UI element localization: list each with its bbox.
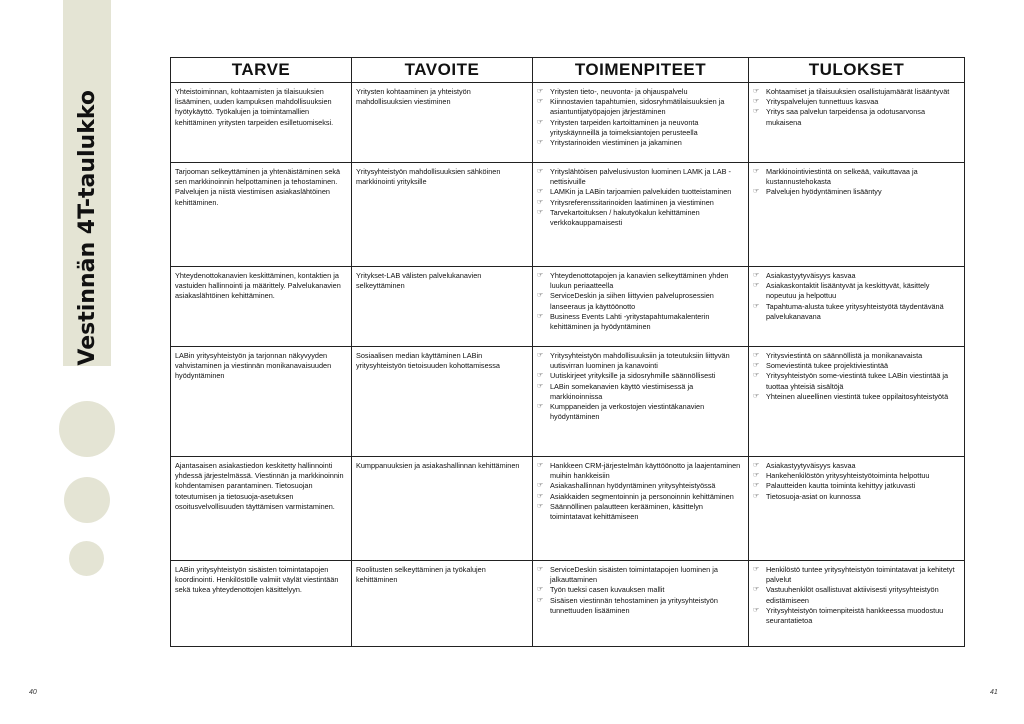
hand-pointer-icon: ☞ — [537, 352, 544, 359]
list-item-text: Someviestintä tukee projektiviestintää — [766, 361, 889, 371]
list-item — [753, 606, 960, 626]
list-item-text: Yritys saa palvelun tarpeidensa ja odotusarvonsa mukaisena — [766, 107, 926, 127]
cell-tavoite: Sosiaalisen median käyttäminen LABin yritysyhteistyön tietoisuuden kohottamisessa — [352, 347, 533, 457]
table-body — [171, 83, 965, 647]
list-item-text: Yhteydenottotapojen ja kanavien selkeyttäminen yhden luukun periaatteella — [550, 271, 729, 291]
list-item-text: Vastuuhenkilöt osallistuvat aktiivisesti yritysyhteistyön edistämiseen — [766, 585, 939, 605]
hand-pointer-icon: ☞ — [753, 352, 760, 359]
list-item — [753, 281, 960, 301]
hand-pointer-icon: ☞ — [537, 88, 544, 95]
cell-toimenpiteet — [533, 457, 749, 561]
cell-toimenpiteet — [533, 267, 749, 347]
cell-tulokset-list — [753, 167, 960, 198]
cell-toimenpiteet-list — [537, 565, 744, 616]
cell-tulokset-list — [753, 351, 960, 402]
list-item — [537, 502, 744, 522]
list-item — [537, 97, 744, 117]
table-header-row — [171, 58, 965, 83]
hand-pointer-icon: ☞ — [753, 586, 760, 594]
hand-pointer-icon: ☞ — [753, 392, 760, 400]
list-item — [537, 138, 744, 148]
cell-tulokset-list — [753, 271, 960, 322]
list-item-text: Yritysten tieto-, neuvonta- ja ohjauspalvelu — [550, 87, 688, 96]
cell-toimenpiteet-list — [537, 461, 744, 522]
list-item-text: Tarvekartoituksen / hakutyökalun kehittäminen verkkokauppamaisesti — [550, 207, 700, 228]
list-item — [537, 596, 744, 616]
hand-pointer-icon: ☞ — [753, 492, 760, 500]
list-item — [753, 585, 960, 605]
list-item — [753, 461, 960, 471]
list-item-text: Palvelujen hyödyntäminen lisääntyy — [766, 187, 882, 197]
list-item-text: Tietosuoja-asiat on kunnossa — [766, 491, 861, 501]
hand-pointer-icon: ☞ — [753, 472, 760, 480]
cell-tavoite: Yritysyhteistyön mahdollisuuksien sähköinen markkinointi yrityksille — [352, 163, 533, 267]
list-item — [753, 167, 960, 187]
list-item-text: Säännöllinen palautteen kerääminen, käsittelyn toimintatavat kehittämiseen — [550, 501, 703, 522]
list-item-text: ServiceDeskin ja siihen liittyvien palveluprosessien lanseeraus ja käyttöönotto — [550, 291, 714, 311]
list-item — [753, 471, 960, 481]
cell-toimenpiteet — [533, 347, 749, 457]
hand-pointer-icon: ☞ — [753, 98, 760, 106]
hand-pointer-icon: ☞ — [753, 606, 760, 614]
list-item — [753, 302, 960, 322]
side-title: Vestinnän 4T-taulukko — [74, 90, 100, 366]
list-item — [537, 382, 744, 402]
list-item — [537, 481, 744, 491]
table-row — [171, 267, 965, 347]
cell-tulokset — [749, 457, 965, 561]
hand-pointer-icon: ☞ — [537, 403, 544, 411]
cell-tarve: LABin yritysyhteistyön ja tarjonnan näkyvyyden vahvistaminen ja viestinnän monikanavaisuuden hyödyntäminen — [171, 347, 352, 457]
list-item — [753, 97, 960, 107]
hand-pointer-icon: ☞ — [753, 482, 760, 490]
hand-pointer-icon: ☞ — [753, 168, 760, 175]
list-item — [537, 402, 744, 422]
hand-pointer-icon: ☞ — [537, 272, 544, 279]
cell-tarve: Yhteistoiminnan, kohtaamisten ja tilaisuuksien lisääminen, uuden kampuksen mahdollisuuksien hyötykäyttö. Työkalujen ja toimintamallien kehittäminen yritysten tarpeiden esilletuomiseksi. — [171, 83, 352, 163]
list-item-text: Yritysyhteistyön toimenpiteistä hankkeessa muodostuu seurantatietoa — [766, 605, 944, 626]
list-item — [753, 187, 960, 197]
list-item-text: Asiakastyytyväisyys kasvaa — [766, 461, 856, 470]
hand-pointer-icon: ☞ — [753, 462, 760, 469]
page-number-left: 40 — [29, 689, 37, 696]
list-item-text: Kiinnostavien tapahtumien, sidosryhmätilaisuuksien ja asiantuntijatyöpajojen järjestäminen — [550, 97, 725, 117]
cell-tulokset-list — [753, 461, 960, 502]
cell-toimenpiteet-list — [537, 271, 744, 332]
list-item-text: Uutiskirjeet yrityksille ja sidosryhmille säännöllisesti — [550, 371, 716, 381]
cell-tarve: LABin yritysyhteistyön sisäisten toimintatapojen koordinointi. Henkilöstölle valmiit väylät viestintään sekä tukea yhteydenottojen käsittelyyn. — [171, 561, 352, 647]
hand-pointer-icon: ☞ — [537, 208, 544, 216]
hand-pointer-icon: ☞ — [537, 596, 544, 604]
hand-pointer-icon: ☞ — [537, 482, 544, 490]
cell-tarve: Yhteydenottokanavien keskittäminen, kontaktien ja vastuiden hallinnointi ja määrittely. Palvelukanavien asiakaslähtöinen kehittäminen. — [171, 267, 352, 347]
list-item — [753, 271, 960, 281]
list-item — [537, 167, 744, 187]
list-item — [753, 492, 960, 502]
list-item-text: Yrityspalvelujen tunnettuus kasvaa — [766, 97, 879, 107]
hand-pointer-icon: ☞ — [537, 168, 544, 175]
hand-pointer-icon: ☞ — [537, 292, 544, 300]
list-item-text: Yritysten tarpeiden kartoittaminen ja neuvonta yrityskäynneillä ja toimeksiantojen perusteella — [550, 117, 699, 137]
hand-pointer-icon: ☞ — [537, 98, 544, 106]
list-item-text: Yritysyhteistyön some-viestintä tukee LABin viestintää ja tuottaa yhteisiä sisältöjä — [766, 371, 949, 391]
list-item-text: Sisäisen viestinnän tehostaminen ja yritysyhteistyön tunnettuuden lisääminen — [550, 595, 718, 615]
list-item — [537, 87, 744, 97]
list-item — [537, 208, 744, 228]
cell-tavoite: Yritykset-LAB välisten palvelukanavien selkeyttäminen — [352, 267, 533, 347]
cell-toimenpiteet — [533, 163, 749, 267]
page-number-right: 41 — [990, 689, 998, 696]
list-item-text: Työn tueksi casen kuvauksen mallit — [550, 585, 665, 595]
cell-tulokset — [749, 163, 965, 267]
decorative-circle-small — [69, 541, 104, 576]
list-item — [537, 187, 744, 197]
cell-tulokset — [749, 267, 965, 347]
decorative-circle-large — [59, 401, 115, 457]
list-item-text: Hankehenkilöstön yritysyhteistyötoiminta helpottuu — [766, 471, 930, 481]
list-item — [753, 361, 960, 371]
hand-pointer-icon: ☞ — [753, 362, 760, 370]
list-item — [537, 492, 744, 502]
hand-pointer-icon: ☞ — [753, 302, 760, 310]
hand-pointer-icon: ☞ — [753, 372, 760, 380]
cell-tarve: Ajantasaisen asiakastiedon keskitetty hallinnointi yhdessä järjestelmässä. Viestinnän ja markkinoinnin kohdentamisen parantaminen. Tietosuojan toteutumisen ja tietosuoja-asetuksen osoitusvelvollisuuden täyttämisen varmistaminen. — [171, 457, 352, 561]
list-item-text: Tapahtuma-alusta tukee yritysyhteistyötä täydentävänä palvelukanavana — [766, 301, 944, 321]
cell-toimenpiteet — [533, 561, 749, 647]
four-t-table — [170, 57, 965, 647]
list-item — [753, 351, 960, 361]
list-item — [537, 565, 744, 585]
cell-tavoite: Yritysten kohtaaminen ja yhteistyön mahdollisuuksien viestiminen — [352, 83, 533, 163]
list-item-text: Asiakashallinnan hyödyntäminen yritysyhteistyössä — [550, 481, 716, 491]
list-item-text: Henkilöstö tuntee yritysyhteistyön toimintatavat ja kehitetyt palvelut — [766, 565, 955, 585]
list-item — [753, 565, 960, 585]
hand-pointer-icon: ☞ — [537, 139, 544, 147]
list-item-text: Palautteiden kautta toiminta kehittyy jatkuvasti — [766, 481, 916, 491]
list-item — [537, 198, 744, 208]
list-item-text: Yritystarinoiden viestiminen ja jakaminen — [550, 138, 682, 148]
list-item-text: Asiakastyytyväisyys kasvaa — [766, 271, 856, 280]
list-item-text: Yritysyhteistyön mahdollisuuksiin ja toteutuksiin liittyvän uutisvirran luominen ja kanavointi — [550, 351, 730, 371]
list-item-text: ServiceDeskin sisäisten toimintatapojen luominen ja jalkauttaminen — [550, 565, 718, 585]
hand-pointer-icon: ☞ — [537, 462, 544, 469]
hand-pointer-icon: ☞ — [537, 586, 544, 594]
list-item-text: Yrityslähtöisen palvelusivuston luominen LAMK ja LAB -nettisivuille — [550, 167, 731, 187]
hand-pointer-icon: ☞ — [753, 88, 760, 95]
hand-pointer-icon: ☞ — [537, 566, 544, 573]
table-row — [171, 83, 965, 163]
list-item-text: Yritysreferenssitarinoiden laatiminen ja viestiminen — [550, 197, 714, 207]
list-item — [537, 585, 744, 595]
list-item — [537, 118, 744, 138]
cell-tavoite: Kumppanuuksien ja asiakashallinnan kehittäminen — [352, 457, 533, 561]
hand-pointer-icon: ☞ — [537, 502, 544, 510]
table-row — [171, 347, 965, 457]
list-item — [537, 351, 744, 371]
hand-pointer-icon: ☞ — [537, 188, 544, 196]
list-item-text: Asiakkaiden segmentoinnin ja personoinnin kehittäminen — [550, 491, 734, 501]
hand-pointer-icon: ☞ — [537, 492, 544, 500]
decorative-circle-medium — [64, 477, 110, 523]
hand-pointer-icon: ☞ — [537, 312, 544, 320]
cell-toimenpiteet — [533, 83, 749, 163]
list-item — [537, 312, 744, 332]
list-item — [537, 461, 744, 481]
hand-pointer-icon: ☞ — [753, 108, 760, 116]
list-item-text: Kumppaneiden ja verkostojen viestintäkanavien hyödyntäminen — [550, 402, 705, 422]
list-item-text: LABin somekanavien käyttö viestimisessä ja markkinoinnissa — [550, 381, 694, 401]
cell-toimenpiteet-list — [537, 351, 744, 422]
list-item — [753, 481, 960, 491]
hand-pointer-icon: ☞ — [753, 188, 760, 196]
hand-pointer-icon: ☞ — [537, 118, 544, 126]
header-tavoite: TAVOITE — [352, 58, 533, 83]
header-toimenpiteet: TOIMENPITEET — [533, 58, 749, 83]
table-row — [171, 163, 965, 267]
cell-toimenpiteet-list — [537, 167, 744, 228]
list-item-text: Business Events Lahti -yritystapahtumakalenterin kehittäminen ja hyödyntäminen — [550, 311, 710, 332]
list-item-text: LAMKin ja LABin tarjoamien palveluiden tuotteistaminen — [550, 187, 732, 197]
cell-tulokset — [749, 83, 965, 163]
cell-tulokset-list — [753, 565, 960, 626]
list-item — [753, 87, 960, 97]
table-row — [171, 561, 965, 647]
table-row — [171, 457, 965, 561]
cell-tulokset-list — [753, 87, 960, 128]
list-item — [537, 371, 744, 381]
side-title-container — [63, 0, 111, 366]
list-item-text: Hankkeen CRM-järjestelmän käyttöönotto ja laajentaminen muihin hankkeisiin — [550, 461, 741, 481]
cell-tavoite: Roolitusten selkeyttäminen ja työkalujen kehittäminen — [352, 561, 533, 647]
list-item-text: Yhteinen alueellinen viestintä tukee oppilaitosyhteistyötä — [766, 391, 949, 401]
list-item — [753, 392, 960, 402]
hand-pointer-icon: ☞ — [753, 282, 760, 290]
cell-toimenpiteet-list — [537, 87, 744, 148]
list-item — [537, 291, 744, 311]
list-item — [753, 107, 960, 127]
header-tarve: TARVE — [171, 58, 352, 83]
hand-pointer-icon: ☞ — [537, 198, 544, 206]
cell-tulokset — [749, 561, 965, 647]
hand-pointer-icon: ☞ — [537, 382, 544, 390]
list-item-text: Kohtaamiset ja tilaisuuksien osallistujamäärät lisääntyvät — [766, 87, 950, 96]
cell-tarve: Tarjooman selkeyttäminen ja yhtenäistäminen sekä sen markkinoinnin helpottaminen ja tehostaminen. Palvelujen ja niistä viestimisen asiakaslähtöinen kehittäminen. — [171, 163, 352, 267]
list-item-text: Markkinointiviestintä on selkeää, vaikuttavaa ja kustannustehokasta — [766, 167, 918, 187]
hand-pointer-icon: ☞ — [753, 566, 760, 573]
list-item-text: Asiakaskontaktit lisääntyvät ja keskittyvät, käsittely nopeutuu ja helpottuu — [766, 281, 930, 301]
header-tulokset: TULOKSET — [749, 58, 965, 83]
list-item — [753, 371, 960, 391]
list-item — [537, 271, 744, 291]
cell-tulokset — [749, 347, 965, 457]
hand-pointer-icon: ☞ — [753, 272, 760, 279]
list-item-text: Yritysviestintä on säännöllistä ja monikanavaista — [766, 351, 923, 360]
hand-pointer-icon: ☞ — [537, 372, 544, 380]
